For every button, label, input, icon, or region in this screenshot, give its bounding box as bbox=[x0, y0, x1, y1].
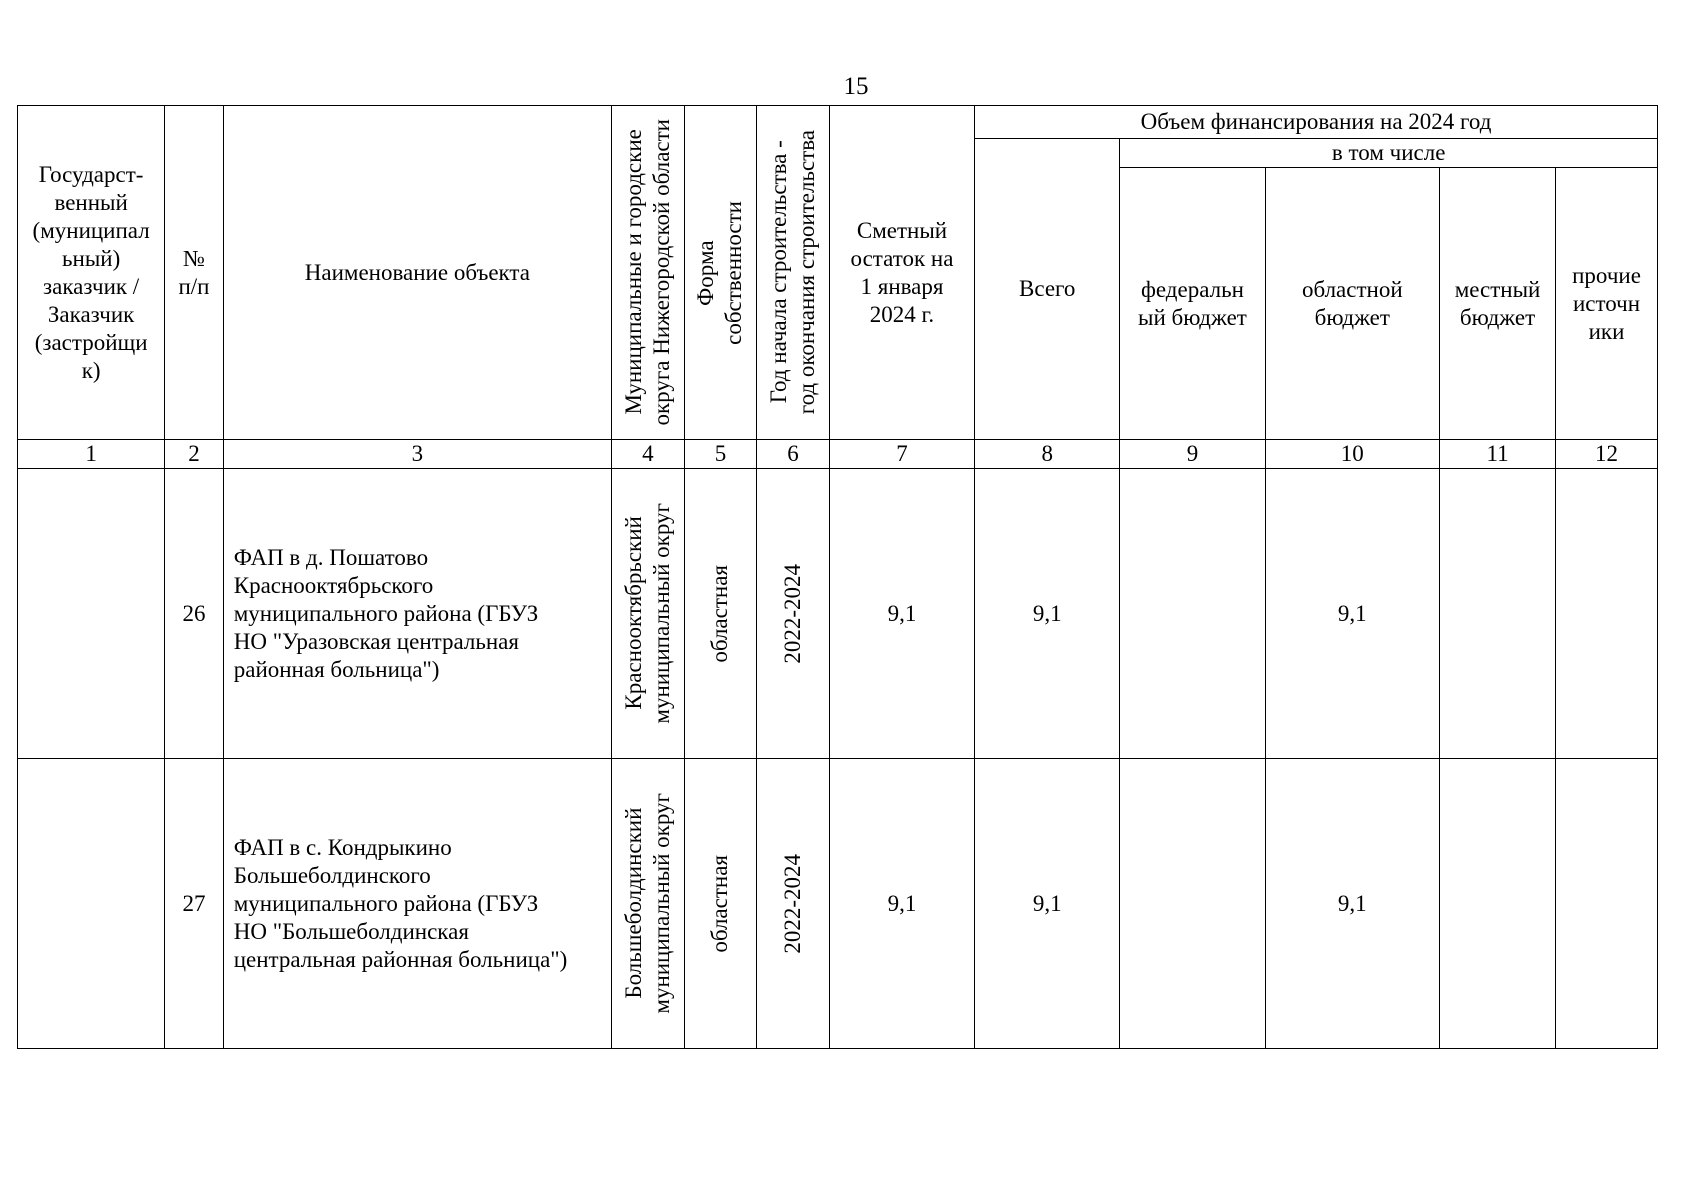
cell-years-text: 2022-2024 bbox=[780, 853, 806, 954]
header-number: № п/п bbox=[165, 106, 223, 440]
header-row-1 bbox=[18, 106, 1658, 139]
column-number: 2 bbox=[165, 440, 223, 469]
header-construction-years bbox=[757, 106, 830, 440]
header-municipal-district-text: Муниципальные и городские округа Нижегородской области bbox=[620, 119, 674, 426]
cell-ownership bbox=[684, 469, 757, 759]
cell-years bbox=[757, 469, 830, 759]
column-number: 3 bbox=[223, 440, 611, 469]
column-number: 1 bbox=[18, 440, 165, 469]
header-including: в том числе bbox=[1120, 139, 1658, 168]
header-financing-volume: Объем финансирования на 2024 год bbox=[975, 106, 1658, 139]
cell-ownership-text: областная bbox=[707, 854, 733, 953]
table-row bbox=[18, 469, 1658, 759]
cell-number: 27 bbox=[165, 759, 223, 1049]
column-number: 10 bbox=[1265, 440, 1439, 469]
header-federal-budget: федеральн ый бюджет bbox=[1120, 168, 1265, 440]
cell-district bbox=[612, 759, 685, 1049]
column-number: 5 bbox=[684, 440, 757, 469]
cell-object-name: ФАП в д. Пошатово Краснооктябрьского муниципального района (ГБУЗ НО "Уразовская центральная районная больница") bbox=[223, 469, 611, 759]
financing-table bbox=[17, 105, 1658, 1049]
cell-other bbox=[1556, 469, 1658, 759]
header-ownership-form bbox=[684, 106, 757, 440]
cell-ownership-text: областная bbox=[707, 564, 733, 663]
column-number: 12 bbox=[1556, 440, 1658, 469]
column-number: 8 bbox=[975, 440, 1120, 469]
cell-district bbox=[612, 469, 685, 759]
cell-regional: 9,1 bbox=[1265, 469, 1439, 759]
cell-customer bbox=[18, 469, 165, 759]
header-total: Всего bbox=[975, 139, 1120, 440]
column-number: 6 bbox=[757, 440, 830, 469]
column-number: 9 bbox=[1120, 440, 1265, 469]
cell-district-text: Большеболдинский муниципальный округ bbox=[620, 793, 674, 1014]
cell-other bbox=[1556, 759, 1658, 1049]
header-municipal-district bbox=[612, 106, 685, 440]
cell-total: 9,1 bbox=[975, 759, 1120, 1049]
header-ownership-form-text: Форма собственности bbox=[693, 200, 747, 345]
cell-years bbox=[757, 759, 830, 1049]
cell-object-name: ФАП в с. Кондрыкино Большеболдинского муниципального района (ГБУЗ НО "Большеболдинская центральная районная больница") bbox=[223, 759, 611, 1049]
header-object-name: Наименование объекта bbox=[223, 106, 611, 440]
cell-ownership bbox=[684, 759, 757, 1049]
cell-balance: 9,1 bbox=[829, 759, 974, 1049]
header-local-budget: местный бюджет bbox=[1440, 168, 1556, 440]
header-other-sources: прочие источн ики bbox=[1556, 168, 1658, 440]
cell-years-text: 2022-2024 bbox=[780, 563, 806, 664]
column-number: 4 bbox=[612, 440, 685, 469]
page-number: 15 bbox=[843, 73, 869, 100]
cell-number: 26 bbox=[165, 469, 223, 759]
cell-federal bbox=[1120, 469, 1265, 759]
column-number: 7 bbox=[829, 440, 974, 469]
cell-local bbox=[1440, 469, 1556, 759]
cell-balance: 9,1 bbox=[829, 469, 974, 759]
header-construction-years-text: Год начала строительства - год окончания строительства bbox=[766, 130, 820, 415]
header-regional-budget: областной бюджет bbox=[1265, 168, 1439, 440]
header-customer: Государст- венный (муниципал ьный) заказчик / Заказчик (застройщи к) bbox=[18, 106, 165, 440]
cell-customer bbox=[18, 759, 165, 1049]
cell-regional: 9,1 bbox=[1265, 759, 1439, 1049]
cell-total: 9,1 bbox=[975, 469, 1120, 759]
column-number: 11 bbox=[1440, 440, 1556, 469]
cell-district-text: Краснооктябрьский муниципальный округ bbox=[620, 503, 674, 724]
column-numbers-row bbox=[18, 440, 1658, 469]
cell-federal bbox=[1120, 759, 1265, 1049]
cell-local bbox=[1440, 759, 1556, 1049]
header-estimated-balance: Сметный остаток на 1 января 2024 г. bbox=[829, 106, 974, 440]
table-row bbox=[18, 759, 1658, 1049]
